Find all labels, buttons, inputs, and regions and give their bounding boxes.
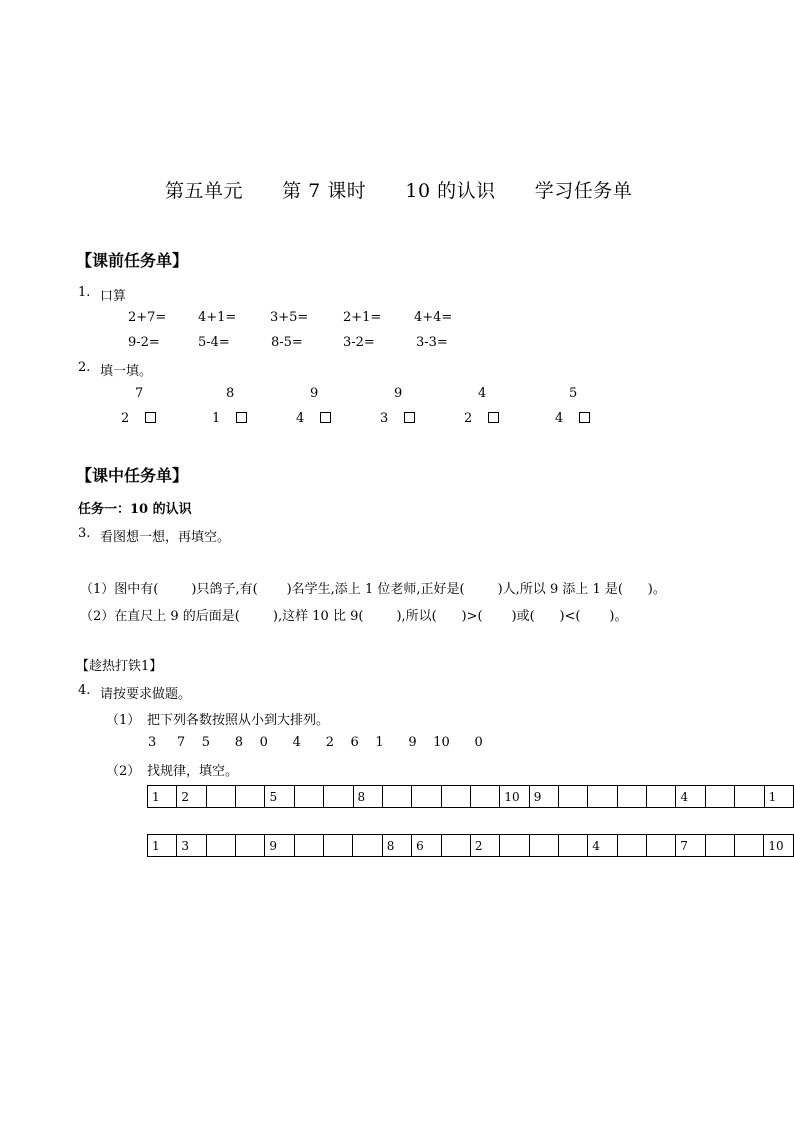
sequence-cell[interactable]: 7 [676,835,705,857]
q1-r1-c1: 2+7= [128,310,167,325]
sequence-cell[interactable] [470,786,499,808]
q2-item3-bottom [296,411,331,426]
sequence-cell[interactable]: 1 [148,786,177,808]
q1-r1-c5: 4+4= [414,310,453,325]
sequence-cell[interactable] [382,786,411,808]
answer-box[interactable] [320,412,331,423]
q2-item2-top: 8 [226,386,235,401]
sequence-cell[interactable] [441,835,470,857]
sequence-cell[interactable] [705,835,734,857]
sequence-cell[interactable] [236,835,265,857]
sequence-cell[interactable] [294,835,323,857]
answer-box[interactable] [579,412,590,423]
q2-item5-left: 2 [464,411,473,426]
q2-item3-left: 4 [296,411,305,426]
q2-item4-left: 3 [380,411,389,426]
answer-box[interactable] [488,412,499,423]
sequence-cell[interactable]: 10 [764,835,794,857]
q2-item6-left: 4 [555,411,564,426]
q2-number: 2. [78,360,91,375]
q2-item6-bottom [555,411,590,426]
q1-r2-c1: 9-2= [128,335,160,350]
answer-box[interactable] [145,412,156,423]
q2-item1-top: 7 [135,386,144,401]
q2-item2-left: 1 [212,411,221,426]
sequence-cell[interactable] [206,835,235,857]
task1-heading: 任务一：10 的认识 [78,502,192,517]
sequence-cell[interactable]: 3 [177,835,206,857]
sequence-cell[interactable]: 4 [676,786,705,808]
sequence-cell[interactable] [735,835,764,857]
sequence-cell[interactable] [705,786,734,808]
sequence-cell[interactable]: 10 [500,786,529,808]
sequence-cell[interactable]: 9 [529,786,558,808]
sequence-cell[interactable] [206,786,235,808]
q2-item5-bottom [464,411,499,426]
sequence-cell[interactable]: 9 [265,835,294,857]
answer-box[interactable] [236,412,247,423]
title-sheet: 学习任务单 [534,180,633,202]
q1-r2-c4: 3-2= [343,335,375,350]
sequence-cell[interactable]: 6 [412,835,441,857]
sequence-cell[interactable] [647,786,676,808]
q2-item5-top: 4 [478,386,487,401]
title-lesson: 第 7 课时 [282,180,367,202]
q1-r1-c3: 3+5= [270,310,309,325]
sequence-cell[interactable]: 1 [764,786,793,808]
sequence-cell[interactable] [617,835,646,857]
title-topic: 10 的认识 [405,180,496,202]
sequence-cell[interactable] [735,786,764,808]
sequence-cell[interactable]: 1 [148,835,177,857]
q4-sub1-number: （1） [106,713,141,728]
q1-r1-c2: 4+1= [198,310,237,325]
sequence-cell[interactable]: 5 [265,786,294,808]
sequence-cell[interactable] [617,786,646,808]
sequence-cell[interactable] [324,786,353,808]
q3-number: 3. [78,526,91,541]
sequence-cell[interactable]: 4 [588,835,617,857]
q2-item4-top: 9 [394,386,403,401]
q4-number: 4. [78,683,91,698]
q2-item3-top: 9 [310,386,319,401]
q4-sub2-label: 找规律，填空。 [147,764,239,779]
sequence-cell[interactable] [441,786,470,808]
q1-number: 1. [78,285,91,300]
q2-item6-top: 5 [569,386,578,401]
sequence-cell[interactable] [558,835,587,857]
q3-line1: （1）图中有( )只鸽子,有( )名学生,添上 1 位老师,正好是( )人,所以 9 添上 1 是( )。 [80,582,666,597]
sequence-cell[interactable] [529,835,558,857]
q3-label: 看图想一想，再填空。 [100,530,231,545]
q3-line2: （2）在直尺上 9 的后面是( ),这样 10 比 9( ),所以( )>( )或( )<( )。 [80,609,628,624]
q2-item1-left: 2 [121,411,130,426]
q2-label: 填一填。 [100,364,153,379]
sequence-cell[interactable]: 2 [177,786,206,808]
sequence-cell[interactable] [353,835,382,857]
sequence-cell[interactable]: 8 [382,835,411,857]
sequence-cell[interactable] [500,835,529,857]
sequence-cell[interactable]: 2 [470,835,499,857]
q2-item1-bottom [121,411,156,426]
q2-item4-bottom [380,411,415,426]
q1-r2-c2: 5-4= [198,335,230,350]
sequence-cell[interactable]: 8 [353,786,382,808]
sequence-cell[interactable] [588,786,617,808]
q1-r2-c5: 3-3= [416,335,448,350]
sequence-cell[interactable] [236,786,265,808]
pattern-row-1 [147,785,794,808]
q4-label: 请按要求做题。 [100,687,192,702]
q4-sub1-label: 把下列各数按照从小到大排列。 [147,713,330,728]
practice-heading: 【趁热打铁1】 [76,659,163,674]
q4-number-list: 3 7 5 8 0 4 2 6 1 9 10 0 [148,735,483,750]
pre-class-heading: 【课前任务单】 [76,251,189,270]
pattern-row-2 [147,834,794,857]
sequence-cell[interactable] [559,786,588,808]
q1-label: 口算 [100,289,127,304]
sequence-cell[interactable] [646,835,675,857]
sequence-cell[interactable] [412,786,441,808]
answer-box[interactable] [404,412,415,423]
q4-sub2-number: （2） [106,764,141,779]
q1-r1-c4: 2+1= [343,310,382,325]
q2-item2-bottom [212,411,247,426]
page-title [165,176,632,203]
sequence-cell[interactable] [324,835,353,857]
in-class-heading: 【课中任务单】 [76,466,189,485]
sequence-cell[interactable] [294,786,323,808]
title-unit: 第五单元 [165,180,244,202]
q1-r2-c3: 8-5= [271,335,303,350]
